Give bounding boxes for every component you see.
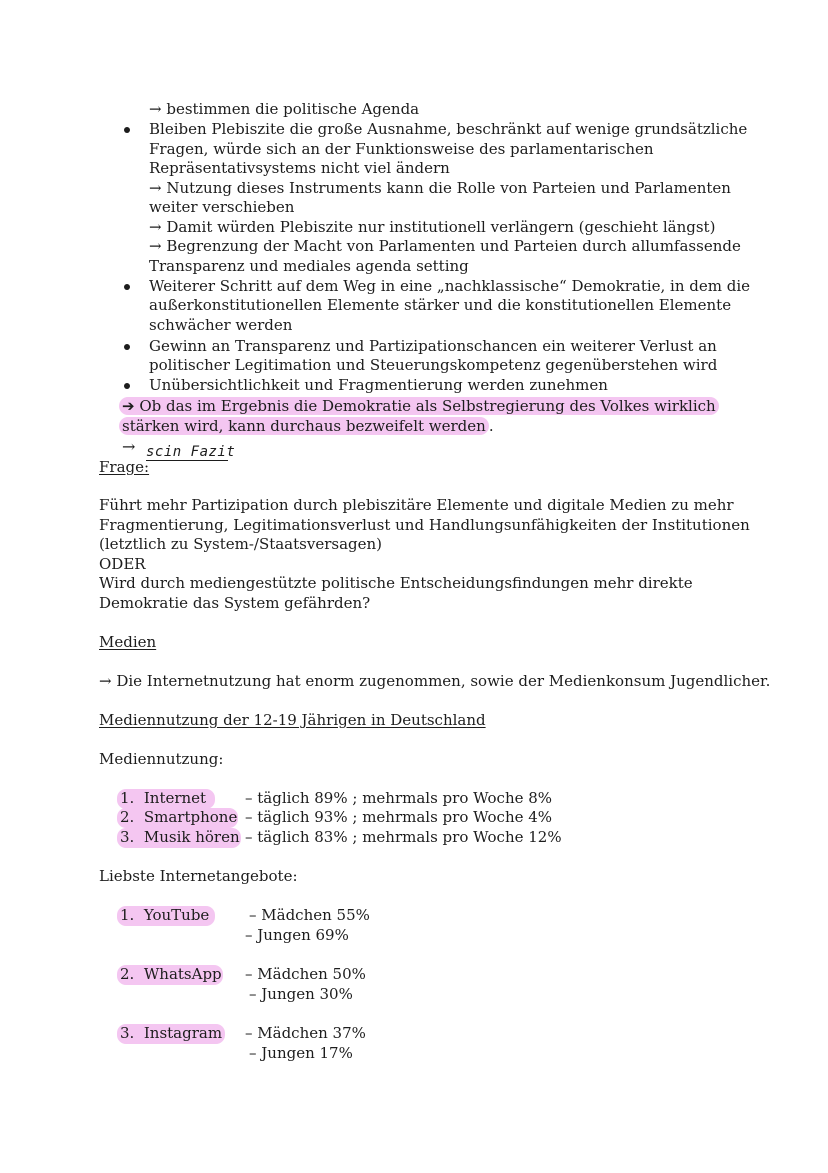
bullet-1-line-1: Bleiben Plebiszite die große Ausnahme, beschränkt auf wenige grundsätzliche xyxy=(149,120,748,138)
offer-item-1-highlight: 1. YouTube xyxy=(117,906,215,926)
bullet-3-line-1: Gewinn an Transparenz und Partizipationschancen ein weiterer Verlust an xyxy=(149,337,717,355)
conclusion-highlight-1: ➔ Ob das im Ergebnis die Demokratie als Selbstregierung des Volkes wirklich xyxy=(119,397,719,415)
offer-item-2-highlight: 2. WhatsApp xyxy=(117,965,223,985)
offer-item-3-girls: – Mädchen 37% xyxy=(245,1024,366,1042)
handwritten-note: scin Fazit xyxy=(146,444,236,460)
usage-item-2-stat: – täglich 93% ; mehrmals pro Woche 4% xyxy=(245,808,553,826)
bullet-dot xyxy=(124,344,130,350)
offer-item-2 xyxy=(117,965,223,985)
conclusion-line-2 xyxy=(119,417,494,437)
frage-line-3: (letztlich zu System-/Staatsversagen) xyxy=(99,535,383,553)
conclusion-line-1 xyxy=(119,397,719,417)
usage-item-3-stat: – täglich 83% ; mehrmals pro Woche 12% xyxy=(245,828,562,846)
usage-item-3 xyxy=(117,828,241,848)
bullet-1-line-7: → Begrenzung der Macht von Parlamenten und Parteien durch allumfassende xyxy=(149,237,741,255)
offer-item-3-boys: – Jungen 17% xyxy=(249,1044,353,1062)
bullet-3-line-2: politischer Legitimation und Steuerungskompetenz gegenüberstehen wird xyxy=(149,356,718,374)
conclusion-highlight-2: stärken wird, kann durchaus bezweifelt werden xyxy=(119,417,489,435)
bullet-2-line-2: außerkonstitutionellen Elemente stärker und die konstitutionellen Elemente xyxy=(149,296,732,314)
offer-item-3 xyxy=(117,1024,225,1044)
bullet-1-line-8: Transparenz und mediales agenda setting xyxy=(149,257,469,275)
bullet-1-line-2: Fragen, würde sich an der Funktionsweise des parlamentarischen xyxy=(149,140,654,158)
bullet-1-line-6: → Damit würden Plebiszite nur institutionell verlängern (geschieht längst) xyxy=(149,218,716,236)
offer-item-1-girls: – Mädchen 55% xyxy=(249,906,370,924)
frage-line-1: Führt mehr Partizipation durch plebiszitäre Elemente und digitale Medien zu mehr xyxy=(99,496,734,514)
offer-item-3-highlight: 3. Instagram xyxy=(117,1024,225,1044)
bullet-dot xyxy=(124,127,130,133)
offer-item-1-boys: – Jungen 69% xyxy=(245,926,349,944)
mediennutzung-subheading: Mediennutzung der 12-19 Jährigen in Deutschland xyxy=(99,711,486,729)
offer-item-2-girls: – Mädchen 50% xyxy=(245,965,366,983)
bullet-4-line: Unübersichtlichkeit und Fragmentierung werden zunehmen xyxy=(149,376,608,394)
frage-heading: Frage: xyxy=(99,458,150,476)
usage-item-1 xyxy=(117,789,215,809)
usage-item-1-highlight: 1. Internet xyxy=(117,789,215,809)
bullet-1-line-3: Repräsentativsystems nicht viel ändern xyxy=(149,159,450,177)
usage-item-3-highlight: 3. Musik hören xyxy=(117,828,241,848)
agenda-line: → bestimmen die politische Agenda xyxy=(149,100,420,118)
bullet-2-line-1: Weiterer Schritt auf dem Weg in eine „nachklassische“ Demokratie, in dem die xyxy=(149,277,751,295)
bullet-1-line-5: weiter verschieben xyxy=(149,198,295,216)
usage-item-2 xyxy=(117,808,238,828)
offer-item-1 xyxy=(117,906,215,926)
conclusion-period: . xyxy=(488,417,494,435)
bullet-dot xyxy=(124,284,130,290)
usage-label: Mediennutzung: xyxy=(99,750,224,768)
handwritten-arrow-icon: → xyxy=(122,437,136,456)
bullet-2-line-3: schwächer werden xyxy=(149,316,293,334)
bullet-1-line-4: → Nutzung dieses Instruments kann die Rolle von Parteien und Parlamenten xyxy=(149,179,731,197)
frage-line-4: ODER xyxy=(99,555,146,573)
medien-heading: Medien xyxy=(99,633,157,651)
bullet-dot xyxy=(124,383,130,389)
usage-item-1-stat: – täglich 89% ; mehrmals pro Woche 8% xyxy=(245,789,553,807)
medien-line: → Die Internetnutzung hat enorm zugenommen, sowie der Medienkonsum Jugendlicher. xyxy=(99,672,771,690)
frage-line-2: Fragmentierung, Legitimationsverlust und Handlungsunfähigkeiten der Institutionen xyxy=(99,516,750,534)
offers-label: Liebste Internetangebote: xyxy=(99,867,298,885)
offer-item-2-boys: – Jungen 30% xyxy=(249,985,353,1003)
frage-line-5: Wird durch mediengestützte politische Entscheidungsfindungen mehr direkte xyxy=(99,574,693,592)
usage-item-2-highlight: 2. Smartphone xyxy=(117,808,238,828)
frage-line-6: Demokratie das System gefährden? xyxy=(99,594,371,612)
